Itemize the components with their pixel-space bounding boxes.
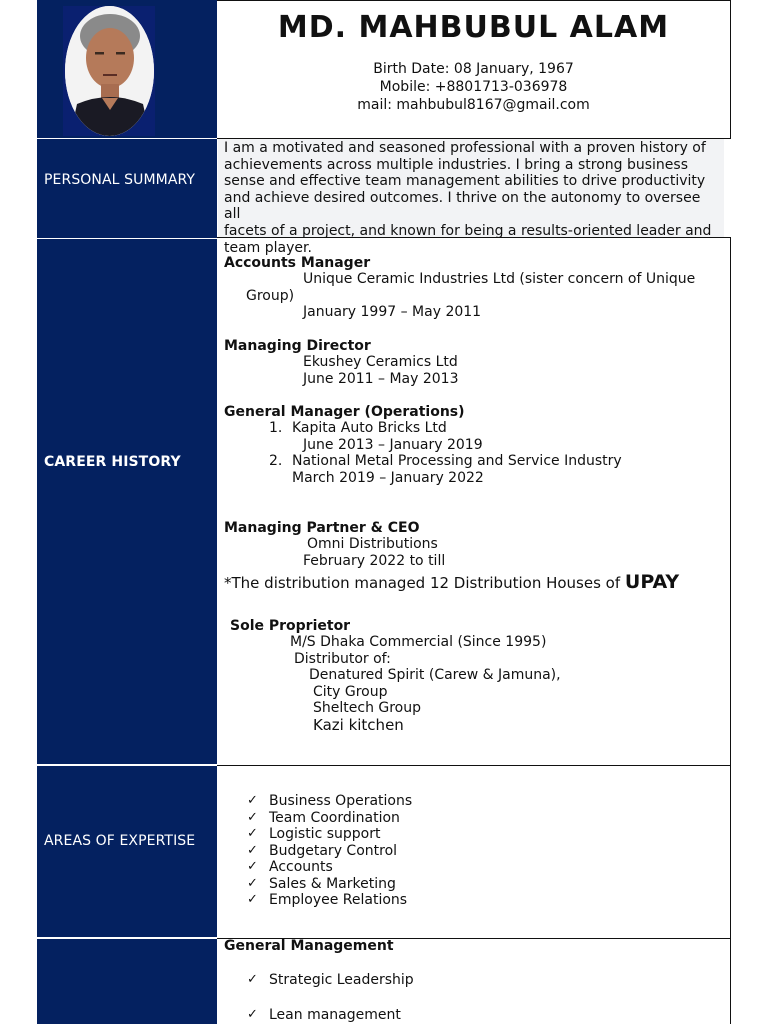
role-note-text: *The distribution managed 12 Distribution Houses of bbox=[224, 574, 621, 592]
checkmark-icon: ✓ bbox=[247, 810, 258, 825]
role-dates: March 2019 – January 2022 bbox=[292, 470, 484, 486]
candidate-name: MD. MAHBUBUL ALAM bbox=[277, 10, 670, 45]
role-company: Kapita Auto Bricks Ltd bbox=[292, 420, 447, 436]
sidebar-next-section bbox=[37, 939, 217, 1024]
section-heading: General Management bbox=[224, 938, 394, 954]
sidebar-areas-of-expertise bbox=[37, 766, 217, 937]
expertise-item: Sales & Marketing bbox=[269, 876, 396, 892]
areas-of-expertise-label: AREAS OF EXPERTISE bbox=[44, 833, 196, 849]
role-title: Managing Director bbox=[224, 338, 371, 354]
mobile-number: Mobile: +8801713-036978 bbox=[379, 79, 568, 95]
sidebar-header-block bbox=[37, 0, 217, 138]
list-number: 1. bbox=[269, 420, 283, 436]
career-history-label: CAREER HISTORY bbox=[44, 454, 181, 470]
personal-summary-label: PERSONAL SUMMARY bbox=[44, 172, 196, 188]
summary-line: facets of a project, and known for being a results-oriented leader and bbox=[224, 222, 712, 239]
summary-line: and achieve desired outcomes. I thrive on the autonomy to oversee all bbox=[224, 189, 701, 223]
distributor-item: Denatured Spirit (Carew & Jamuna), bbox=[309, 667, 561, 683]
distributor-label: Distributor of: bbox=[294, 651, 391, 667]
list-number: 2. bbox=[269, 453, 283, 469]
sidebar-career-history bbox=[37, 239, 217, 764]
person-portrait-icon bbox=[65, 6, 154, 136]
expertise-item: Team Coordination bbox=[269, 810, 400, 826]
role-dates: June 2013 – January 2019 bbox=[303, 437, 483, 453]
role-company: Unique Ceramic Industries Ltd (sister concern of Unique bbox=[303, 271, 696, 287]
role-company-continued: Group) bbox=[246, 288, 295, 304]
checkmark-icon: ✓ bbox=[247, 1007, 258, 1022]
birth-date: Birth Date: 08 January, 1967 bbox=[373, 61, 574, 77]
role-dates: February 2022 to till bbox=[303, 553, 446, 569]
skill-item: Lean management bbox=[269, 1007, 401, 1023]
role-dates: January 1997 – May 2011 bbox=[303, 304, 482, 320]
summary-line: team player. bbox=[224, 239, 312, 256]
profile-photo-oval bbox=[65, 6, 154, 136]
skill-item: Strategic Leadership bbox=[269, 972, 414, 988]
checkmark-icon: ✓ bbox=[247, 859, 258, 874]
distributor-item: Sheltech Group bbox=[313, 700, 422, 716]
personal-summary-text bbox=[224, 140, 721, 256]
summary-line: I am a motivated and seasoned professional with a proven history of bbox=[224, 140, 706, 156]
expertise-item: Accounts bbox=[269, 859, 333, 875]
role-title: Accounts Manager bbox=[224, 255, 371, 271]
checkmark-icon: ✓ bbox=[247, 843, 258, 858]
email-address: mail: mahbubul8167@gmail.com bbox=[357, 97, 590, 113]
brand-name: UPAY bbox=[624, 571, 680, 593]
role-company: National Metal Processing and Service Industry bbox=[292, 453, 622, 469]
checkmark-icon: ✓ bbox=[247, 826, 258, 841]
role-dates: June 2011 – May 2013 bbox=[303, 371, 459, 387]
expertise-item: Logistic support bbox=[269, 826, 381, 842]
distributor-item: Kazi kitchen bbox=[313, 716, 404, 734]
summary-line: achievements across multiple industries. I bring a strong business bbox=[224, 156, 688, 173]
checkmark-icon: ✓ bbox=[247, 972, 258, 987]
summary-line: sense and effective team management abilities to drive productivity bbox=[224, 173, 706, 190]
expertise-item: Employee Relations bbox=[269, 892, 408, 908]
expertise-item: Business Operations bbox=[269, 793, 413, 809]
profile-photo bbox=[63, 6, 155, 136]
checkmark-icon: ✓ bbox=[247, 892, 258, 907]
resume-sheet bbox=[37, 0, 731, 1024]
role-title: Managing Partner & CEO bbox=[224, 520, 420, 536]
checkmark-icon: ✓ bbox=[247, 793, 258, 808]
role-company: Ekushey Ceramics Ltd bbox=[303, 354, 458, 370]
role-note bbox=[224, 572, 679, 593]
role-company: M/S Dhaka Commercial (Since 1995) bbox=[290, 634, 547, 650]
role-title: Sole Proprietor bbox=[230, 618, 351, 634]
checkmark-icon: ✓ bbox=[247, 876, 258, 891]
role-title: General Manager (Operations) bbox=[224, 404, 465, 420]
distributor-item: City Group bbox=[313, 684, 388, 700]
role-company: Omni Distributions bbox=[307, 536, 438, 552]
expertise-item: Budgetary Control bbox=[269, 843, 398, 859]
sidebar-personal-summary bbox=[37, 139, 217, 238]
